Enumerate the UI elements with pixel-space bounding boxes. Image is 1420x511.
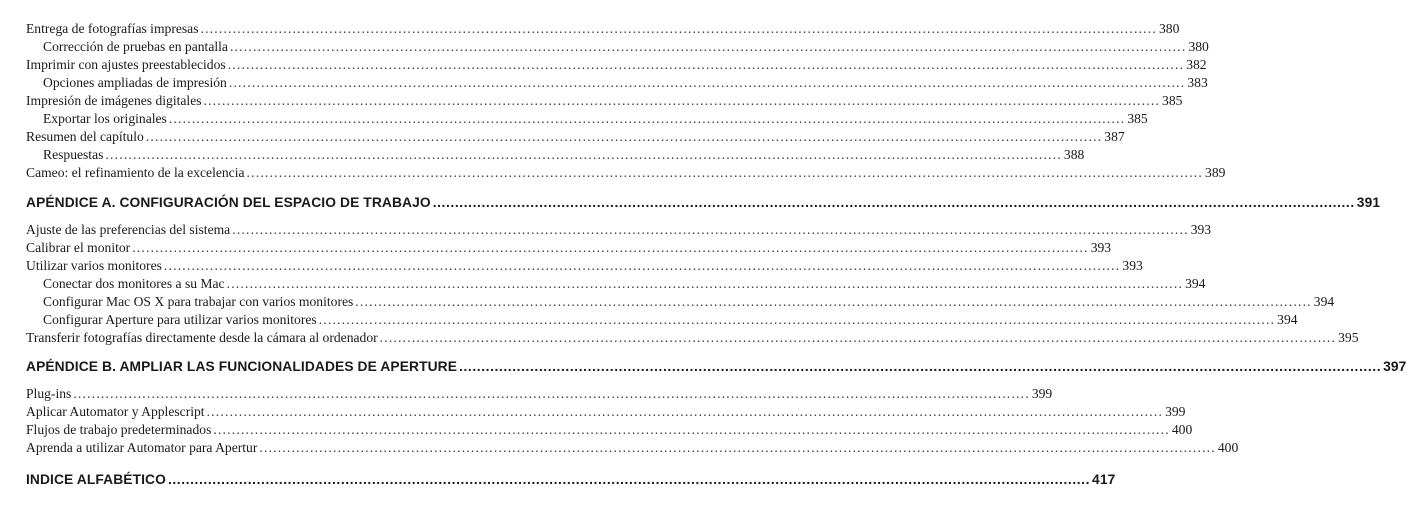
- toc-entry[interactable]: [0, 128, 1125, 146]
- toc-entry-title: Opciones ampliadas de impresión: [43, 75, 227, 90]
- toc-appendix-heading[interactable]: [0, 357, 1407, 377]
- toc-subentry[interactable]: [0, 146, 1085, 164]
- toc-subentry[interactable]: [0, 275, 1206, 293]
- toc-entry[interactable]: [0, 403, 1186, 421]
- toc-entry[interactable]: [0, 164, 1226, 182]
- dot-leader: ................................................................................................................................................................................................................: [213, 422, 1170, 437]
- toc-entry-title: Corrección de pruebas en pantalla: [43, 39, 228, 54]
- toc-entry-page: 380: [1188, 39, 1209, 54]
- toc-entry-page: 382: [1186, 57, 1207, 72]
- toc-entry[interactable]: [0, 56, 1207, 74]
- toc-entry-title: Respuestas: [43, 147, 104, 162]
- toc-entry[interactable]: [0, 385, 1053, 403]
- toc-entry-page: 385: [1127, 111, 1148, 126]
- toc-entry-page: 393: [1090, 240, 1112, 255]
- toc-entry-title: Conectar dos monitores a su Mac: [43, 276, 225, 291]
- dot-leader: ................................................................................................................................................................................................................: [200, 21, 1157, 36]
- toc-entry-page: 395: [1338, 330, 1359, 345]
- toc-entry-title: Exportar los originales: [43, 111, 167, 126]
- toc-entry-page: 400: [1217, 440, 1239, 455]
- toc-entry-title: Configurar Aperture para utilizar varios monitores: [43, 312, 317, 327]
- dot-leader: ................................................................................................................................................................................................................: [227, 57, 1185, 72]
- toc-entry-page: 393: [1122, 258, 1143, 273]
- dot-leader: ................................................................................................................................................................................................................: [459, 359, 1382, 374]
- dot-leader: ................................................................................................................................................................................................................: [226, 276, 1184, 291]
- dot-leader: ................................................................................................................................................................................................................: [168, 111, 1126, 126]
- toc-entry[interactable]: [0, 20, 1180, 38]
- toc-entry-title: Transferir fotografías directamente desde la cámara al ordenador: [26, 330, 378, 345]
- toc-entry-title: Aprenda a utilizar Automator para Apertur: [26, 440, 258, 455]
- toc-heading-title: APÉNDICE B. AMPLIAR LAS FUNCIONALIDADES DE APERTURE: [26, 359, 458, 374]
- toc-entry-title: Impresión de imágenes digitales: [26, 93, 202, 108]
- toc-entry-title: Imprimir con ajustes preestablecidos: [26, 57, 226, 72]
- toc-entry-title: Entrega de fotografías impresas: [26, 21, 199, 36]
- dot-leader: ................................................................................................................................................................................................................: [246, 165, 1204, 180]
- dot-leader: ................................................................................................................................................................................................................: [206, 404, 1164, 419]
- toc-entry-title: Cameo: el refinamiento de la excelencia: [26, 165, 245, 180]
- dot-leader: ................................................................................................................................................................................................................: [229, 39, 1187, 54]
- dot-leader: ................................................................................................................................................................................................................: [318, 312, 1276, 327]
- dot-leader: ................................................................................................................................................................................................................: [228, 75, 1186, 90]
- dot-leader: ................................................................................................................................................................................................................: [105, 147, 1062, 162]
- toc-entry-page: 394: [1313, 294, 1335, 309]
- dot-leader: ................................................................................................................................................................................................................: [232, 222, 1189, 237]
- toc-entry-title: Resumen del capítulo: [26, 129, 144, 144]
- toc-entry-page: 394: [1277, 312, 1298, 327]
- toc-heading-page: 391: [1356, 195, 1381, 210]
- toc-appendix-heading[interactable]: [0, 193, 1381, 213]
- toc-entry-page: 399: [1165, 404, 1186, 419]
- dot-leader: ................................................................................................................................................................................................................: [132, 240, 1089, 255]
- toc-entry[interactable]: [0, 92, 1183, 110]
- toc-entry-page: 387: [1104, 129, 1125, 144]
- dot-leader: ................................................................................................................................................................................................................: [203, 93, 1161, 108]
- dot-leader: ................................................................................................................................................................................................................: [259, 440, 1216, 455]
- toc-entry[interactable]: [0, 239, 1112, 257]
- toc-entry-page: 383: [1187, 75, 1208, 90]
- toc-entry-title: Plug-ins: [26, 386, 72, 401]
- toc-heading-page: 397: [1383, 359, 1407, 374]
- toc-subentry[interactable]: [0, 74, 1208, 92]
- dot-leader: ................................................................................................................................................................................................................: [163, 258, 1121, 273]
- dot-leader: ................................................................................................................................................................................................................: [432, 195, 1355, 210]
- toc-entry-page: 393: [1190, 222, 1212, 237]
- dot-leader: ................................................................................................................................................................................................................: [145, 129, 1103, 144]
- toc-entry-page: 380: [1158, 21, 1180, 36]
- toc-entry-title: Aplicar Automator y Applescript: [26, 404, 205, 419]
- toc-heading-title: INDICE ALFABÉTICO: [26, 472, 166, 487]
- toc-heading-title: APÉNDICE A. CONFIGURACIÓN DEL ESPACIO DE TRABAJO: [26, 195, 431, 210]
- toc-entry-title: Ajuste de las preferencias del sistema: [26, 222, 231, 237]
- toc-entry[interactable]: [0, 329, 1359, 347]
- toc-entry-page: 385: [1162, 93, 1183, 108]
- dot-leader: ................................................................................................................................................................................................................: [355, 294, 1312, 309]
- toc-entry-title: Utilizar varios monitores: [26, 258, 162, 273]
- toc-subentry[interactable]: [0, 311, 1298, 329]
- dot-leader: ................................................................................................................................................................................................................: [167, 472, 1091, 487]
- toc-entry[interactable]: [0, 221, 1212, 239]
- toc-entry-title: Calibrar el monitor: [26, 240, 131, 255]
- toc-subentry[interactable]: [0, 110, 1148, 128]
- toc-entry-page: 394: [1185, 276, 1206, 291]
- toc-subentry[interactable]: [0, 293, 1335, 311]
- toc-entry[interactable]: [0, 421, 1193, 439]
- toc-entry-title: Configurar Mac OS X para trabajar con varios monitores: [43, 294, 354, 309]
- toc-subentry[interactable]: [0, 38, 1209, 56]
- toc-entry[interactable]: [0, 439, 1239, 457]
- toc-entry-page: 400: [1171, 422, 1193, 437]
- dot-leader: ................................................................................................................................................................................................................: [379, 330, 1337, 345]
- toc-entry-page: 388: [1063, 147, 1085, 162]
- toc-entry[interactable]: [0, 257, 1143, 275]
- dot-leader: ................................................................................................................................................................................................................: [73, 386, 1030, 401]
- toc-entry-page: 399: [1031, 386, 1053, 401]
- toc-index-heading[interactable]: [0, 470, 1116, 490]
- toc-entry-page: 389: [1205, 165, 1226, 180]
- toc-heading-page: 417: [1092, 472, 1116, 487]
- toc-entry-title: Flujos de trabajo predeterminados: [26, 422, 212, 437]
